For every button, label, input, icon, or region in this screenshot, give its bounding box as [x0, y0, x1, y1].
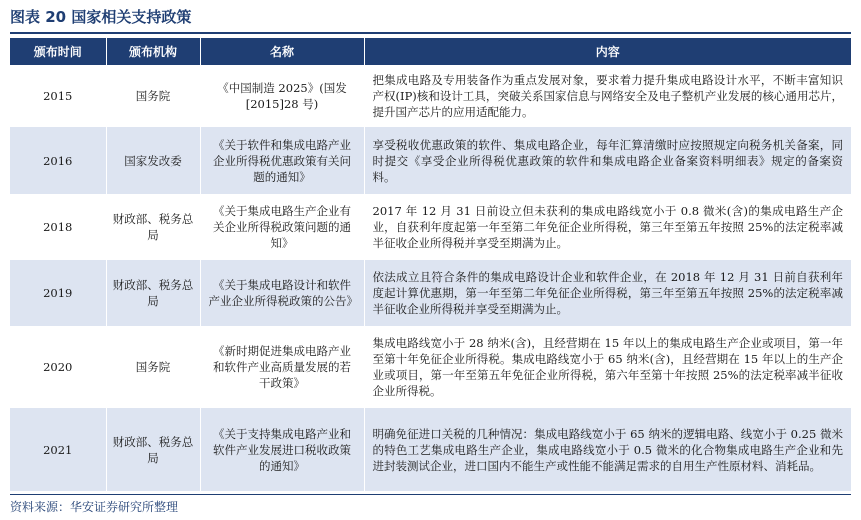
cell-time: 2021 — [10, 408, 106, 491]
table-row — [10, 194, 851, 260]
cell-content: 集成电路线宽小于 28 纳米(含)，且经营期在 15 年以上的集成电路生产企业或项目，第一年至第十年免征企业所得税。集成电路线宽小于 65 纳米(含)，且经营期在 15 年以上的生产企业或项目，第一年至第五年免征企业所得税，第六年至第十年按照 25%的法定税率减半征收企业所得税。 — [372, 336, 843, 398]
cell-content: 2017 年 12 月 31 日前设立但未获利的集成电路线宽小于 0.8 微米(含)的集成电路生产企业，自获利年度起第一年至第二年免征企业所得税，第三年至第五年按照 25%的法定税率减半征收企业所得税并享受至期满为止。 — [372, 204, 843, 250]
table-row — [10, 408, 851, 491]
cell-content: 享受税收优惠政策的软件、集成电路企业，每年汇算清缴时应按照规定向税务机关备案，同时提交《享受企业所得税优惠政策的软件和集成电路企业备案资料明细表》规定的备案资料。 — [364, 127, 851, 194]
cell-org: 财政部、税务总局 — [106, 408, 200, 491]
cell-org: 财政部、税务总局 — [106, 194, 200, 260]
cell-content: 依法成立且符合条件的集成电路设计企业和软件企业，在 2018 年 12 月 31 日前自获利年度起计算优惠期，第一年至第二年免征企业所得税，第三年至第五年按照 25%的法定税率减半征收企业所得税并享受至期满为止。 — [364, 260, 851, 326]
policy-table — [10, 38, 851, 491]
bottom-rule — [10, 494, 851, 495]
header-content: 内容 — [364, 38, 851, 65]
title-rule — [10, 32, 851, 34]
cell-org: 国务院 — [106, 326, 200, 408]
cell-time: 2020 — [10, 326, 106, 408]
table-row — [10, 127, 851, 194]
table-header-row — [10, 38, 851, 65]
cell-time: 2019 — [10, 260, 106, 326]
cell-content: 明确免征进口关税的几种情况：集成电路线宽小于 65 纳米的逻辑电路、线宽小于 0.25 微米的特色工艺集成电路生产企业，集成电路线宽小于 0.5 微米的化合物集成电路生产企业和先进封装测试企业，进口国内不能生产或性能不能满足需求的自用生产性原材料、消耗品。 — [364, 408, 851, 491]
cell-name: 《关于软件和集成电路产业企业所得税优惠政策有关问题的通知》 — [200, 127, 364, 194]
cell-org: 国家发改委 — [106, 127, 200, 194]
table-row — [10, 326, 851, 408]
cell-time: 2018 — [10, 194, 106, 260]
source-note: 资料来源：华安证券研究所整理 — [10, 500, 179, 514]
cell-name: 《中国制造 2025》(国发[2015]28 号) — [200, 65, 364, 127]
cell-name: 《关于集成电路生产企业有关企业所得税政策问题的通知》 — [200, 194, 364, 260]
table-row — [10, 65, 851, 127]
cell-name: 《关于支持集成电路产业和软件产业发展进口税收政策的通知》 — [200, 408, 364, 491]
cell-time: 2016 — [10, 127, 106, 194]
cell-time: 2015 — [10, 65, 106, 127]
table-row — [10, 260, 851, 326]
header-name: 名称 — [200, 38, 364, 65]
cell-name: 《新时期促进集成电路产业和软件产业高质量发展的若干政策》 — [200, 326, 364, 408]
header-org: 颁布机构 — [106, 38, 200, 65]
cell-content: 把集成电路及专用装备作为重点发展对象，要求着力提升集成电路设计水平，不断丰富知识产权(IP)核和设计工具，突破关系国家信息与网络安全及电子整机产业发展的核心通用芯片，提升国产芯片的应用适配能力。 — [372, 73, 843, 119]
cell-org: 国务院 — [106, 65, 200, 127]
cell-org: 财政部、税务总局 — [106, 260, 200, 326]
figure-title: 图表 20 国家相关支持政策 — [10, 8, 192, 26]
header-time: 颁布时间 — [10, 38, 106, 65]
cell-name: 《关于集成电路设计和软件产业企业所得税政策的公告》 — [200, 260, 364, 326]
